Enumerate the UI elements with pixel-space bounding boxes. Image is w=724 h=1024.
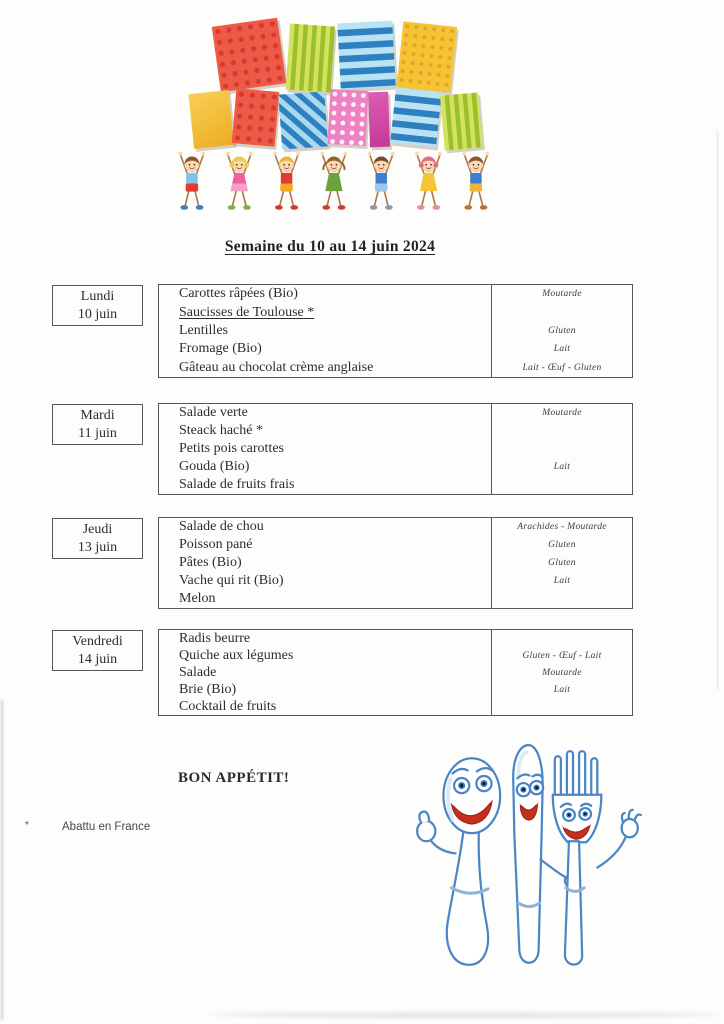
menu-item-text: Salade [179,664,217,680]
allergen-text: Moutarde [491,664,632,681]
menu-item-row [159,440,632,458]
allergen-text [491,698,632,715]
scan-edge-left [1,700,3,1020]
allergen-text: Moutarde [491,404,632,422]
menu-item-text: Steack haché * [179,423,263,438]
menu-items-box [158,403,633,495]
menu-block-jeudi [0,517,724,609]
allergen-text: Lait [491,681,632,698]
scan-edge-right [717,130,719,690]
allergen-text: Lait [491,340,632,358]
allergen-text: Gluten [491,536,632,554]
menu-item-text: Petits pois carottes [179,441,284,456]
day-box [52,518,143,559]
title-letter-m [212,18,286,92]
menu-block-lundi [0,284,724,378]
child-figure [226,152,253,210]
footnote-text: Abattu en France [62,821,151,833]
allergen-text [491,303,632,321]
allergen-text: Gluten [491,322,632,340]
day-name: Mardi [80,407,115,423]
day-name: Vendredi [72,633,123,649]
title-menu [150,22,520,88]
menu-item-text: Saucisses de Toulouse * [179,304,315,320]
menu-items-box [158,284,633,378]
menu-item-text: Gâteau au chocolat crème anglaise [179,359,374,375]
day-name: Jeudi [82,521,113,537]
menu-item-row [159,422,632,440]
day-date: 10 juin [77,306,118,322]
title-letter-n [278,91,328,149]
menu-item-row [159,698,632,715]
title-letter-e [440,92,482,150]
menu-item-text: Lentilles [179,323,228,339]
title-letter-u [397,21,457,92]
allergen-text: Arachides - Moutarde [491,518,632,536]
title-letter-i [368,92,390,148]
allergen-text [491,440,632,458]
menu-item-row [159,458,632,476]
spoon-character [417,758,500,965]
day-box [52,285,143,326]
week-heading-text: Semaine du 10 au 14 juin 2024 [224,238,436,255]
title-cantine [150,90,520,145]
fork-character [553,751,641,964]
menu-item-row [159,536,632,554]
menu-item-text: Quiche aux légumes [179,647,294,663]
smiling-spoon-knife-fork-illustration [398,736,663,984]
children-holding-letters-illustration [158,146,510,218]
menu-item-text: Salade de chou [179,519,264,534]
menu-item-text: Radis beurre [179,630,251,646]
title-letter-n [337,21,396,90]
menu-item-row [159,404,632,422]
menu-item-row [159,476,632,494]
menu-block-vendredi [0,629,724,716]
menu-item-text: Brie (Bio) [179,681,237,697]
menu-item-row [159,554,632,572]
menu-item-row [159,630,632,647]
title-letter-e [285,24,335,93]
allergen-text: Gluten - Œuf - Lait [491,647,632,664]
allergen-text [491,476,632,494]
menu-block-mardi [0,403,724,495]
bon-appetit-text: BON APPÉTIT! [178,770,290,786]
menu-item-row [159,359,632,377]
menu-item-text: Carottes râpées (Bio) [179,286,298,302]
allergen-text: Gluten [491,554,632,572]
title-letter-a [232,88,279,147]
day-date: 13 juin [77,539,118,555]
menu-item-row [159,322,632,340]
title-letter-t [327,89,367,146]
day-date: 11 juin [78,425,117,441]
week-heading [0,238,660,256]
menu-item-row [159,664,632,681]
menu-item-row [159,572,632,590]
menu-item-row [159,303,632,321]
footnote-asterisk: * [25,820,29,831]
title-letter-n [390,88,442,148]
menu-item-text: Melon [179,591,216,606]
child-figure [178,152,205,210]
menu-item-text: Pâtes (Bio) [179,555,242,570]
allergen-text: Lait - Œuf - Gluten [491,359,632,377]
scan-shadow [210,1012,720,1017]
menu-item-text: Gouda (Bio) [179,459,250,474]
allergen-text [491,590,632,608]
menu-item-text: Salade verte [179,405,248,420]
child-figure [320,152,347,210]
menu-item-text: Poisson pané [179,537,253,552]
menu-item-row [159,518,632,536]
child-figure [368,152,395,210]
menu-item-row [159,285,632,303]
allergen-text [491,630,632,647]
day-name: Lundi [80,288,115,304]
title-letter-c [188,90,234,149]
menu-item-text: Vache qui rit (Bio) [179,573,284,588]
menu-item-row [159,340,632,358]
day-date: 14 juin [77,651,118,667]
allergen-text [491,422,632,440]
menu-item-text: Fromage (Bio) [179,341,262,357]
child-figure [462,152,489,210]
allergen-text: Lait [491,458,632,476]
menu-item-row [159,647,632,664]
child-figure [415,152,442,210]
allergen-text: Lait [491,572,632,590]
menu-item-row [159,590,632,608]
menu-item-text: Cocktail de fruits [179,698,277,714]
menu-item-row [159,681,632,698]
day-box [52,404,143,445]
menu-item-text: Salade de fruits frais [179,477,295,492]
child-figure [273,152,300,210]
day-box [52,630,143,671]
menu-items-box [158,629,633,716]
menu-items-box [158,517,633,609]
allergen-text: Moutarde [491,285,632,303]
